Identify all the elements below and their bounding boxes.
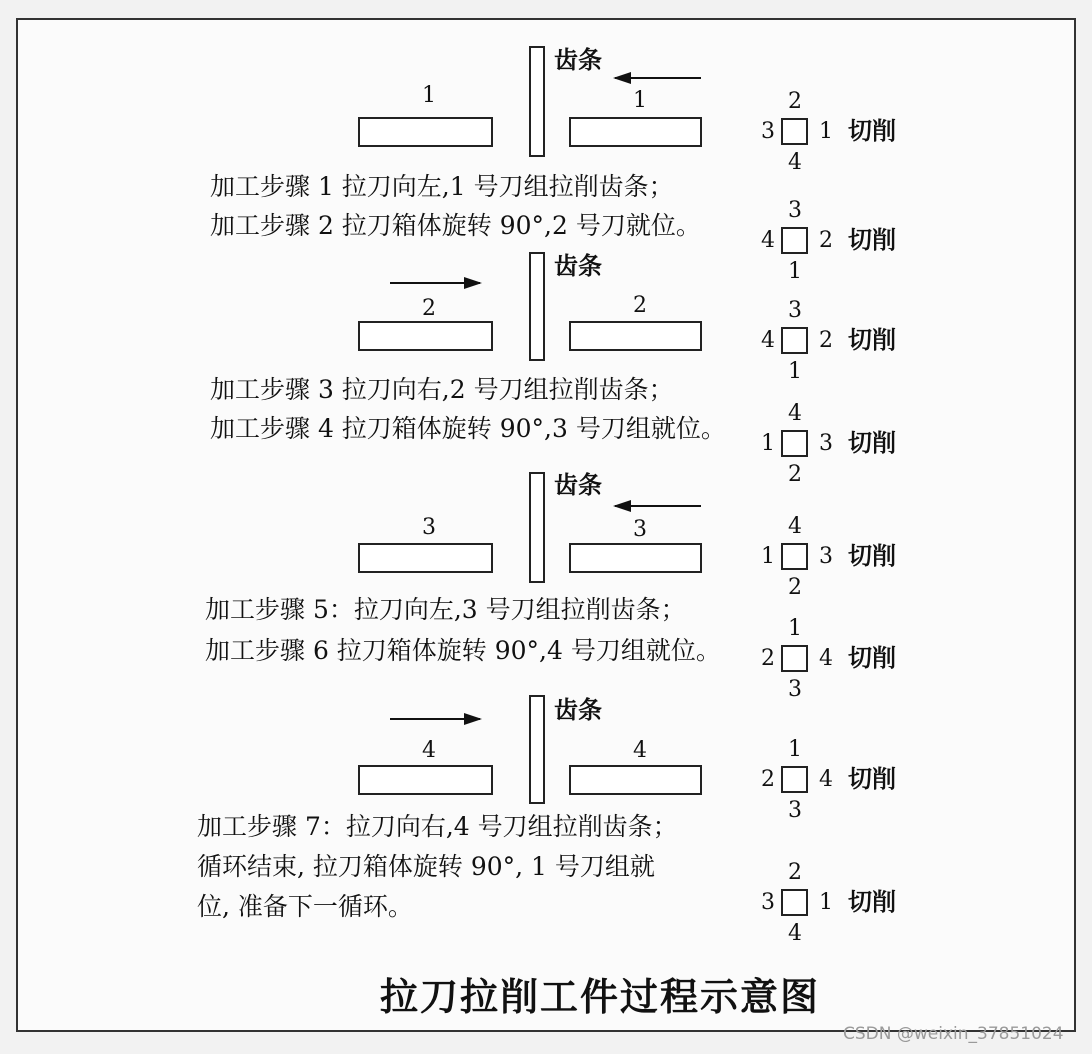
rotation-bottom-number: 1 bbox=[788, 359, 802, 384]
step-description: 循环结束, 拉刀箱体旋转 90°, 1 号刀组就 bbox=[197, 852, 655, 881]
rotation-left-number: 4 bbox=[761, 328, 775, 353]
step-description: 加工步骤 6 拉刀箱体旋转 90°,4 号刀组就位。 bbox=[205, 636, 721, 665]
rotation-right-number: 4 bbox=[819, 767, 833, 792]
broach-left bbox=[358, 765, 493, 795]
cut-label: 切削 bbox=[848, 765, 896, 793]
cut-label: 切削 bbox=[848, 888, 896, 916]
rotation-square bbox=[781, 645, 808, 672]
rack-bar bbox=[529, 472, 545, 583]
direction-arrow-right bbox=[390, 718, 480, 720]
rotation-bottom-number: 3 bbox=[788, 798, 802, 823]
rotation-bottom-number: 2 bbox=[788, 462, 802, 487]
step-description: 加工步骤 4 拉刀箱体旋转 90°,3 号刀组就位。 bbox=[210, 414, 726, 443]
direction-arrow-left bbox=[615, 77, 701, 79]
rotation-right-number: 3 bbox=[819, 431, 833, 456]
step-description: 位, 准备下一循环。 bbox=[197, 892, 413, 921]
cutter-group-number: 2 bbox=[422, 296, 436, 321]
rotation-right-number: 1 bbox=[819, 119, 833, 144]
direction-arrow-right bbox=[390, 282, 480, 284]
rotation-square bbox=[781, 889, 808, 916]
rotation-right-number: 3 bbox=[819, 544, 833, 569]
direction-arrow-left bbox=[615, 505, 701, 507]
cut-label: 切削 bbox=[848, 429, 896, 457]
rotation-top-number: 2 bbox=[788, 89, 802, 114]
cut-label: 切削 bbox=[848, 226, 896, 254]
rotation-right-number: 4 bbox=[819, 646, 833, 671]
rack-bar bbox=[529, 695, 545, 804]
diagram-title: 拉刀拉削工件过程示意图 bbox=[380, 975, 821, 1019]
rotation-left-number: 3 bbox=[761, 890, 775, 915]
cut-label: 切削 bbox=[848, 326, 896, 354]
broach-right bbox=[569, 765, 702, 795]
step-description: 加工步骤 5：拉刀向左,3 号刀组拉削齿条； bbox=[205, 595, 686, 624]
rotation-right-number: 1 bbox=[819, 890, 833, 915]
rotation-left-number: 1 bbox=[761, 431, 775, 456]
rotation-top-number: 1 bbox=[788, 616, 802, 641]
step-description: 加工步骤 2 拉刀箱体旋转 90°,2 号刀就位。 bbox=[210, 211, 701, 240]
rotation-left-number: 4 bbox=[761, 228, 775, 253]
rotation-left-number: 1 bbox=[761, 544, 775, 569]
rotation-bottom-number: 2 bbox=[788, 575, 802, 600]
cutter-group-number: 4 bbox=[422, 738, 436, 763]
broach-right bbox=[569, 321, 702, 351]
cutter-group-number: 1 bbox=[633, 88, 647, 113]
rotation-left-number: 3 bbox=[761, 119, 775, 144]
rotation-bottom-number: 3 bbox=[788, 677, 802, 702]
rack-label: 齿条 bbox=[554, 696, 602, 724]
rack-label: 齿条 bbox=[554, 46, 602, 74]
cutter-group-number: 3 bbox=[633, 517, 647, 542]
rack-bar bbox=[529, 46, 545, 157]
cutter-group-number: 4 bbox=[633, 738, 647, 763]
cut-label: 切削 bbox=[848, 542, 896, 570]
broach-right bbox=[569, 117, 702, 147]
rotation-left-number: 2 bbox=[761, 767, 775, 792]
rotation-bottom-number: 4 bbox=[788, 150, 802, 175]
broach-left bbox=[358, 321, 493, 351]
watermark: CSDN @weixin_37851024 bbox=[843, 1024, 1064, 1044]
rack-label: 齿条 bbox=[554, 471, 602, 499]
rotation-top-number: 1 bbox=[788, 737, 802, 762]
rack-bar bbox=[529, 252, 545, 361]
rotation-square bbox=[781, 118, 808, 145]
rotation-left-number: 2 bbox=[761, 646, 775, 671]
broach-left bbox=[358, 117, 493, 147]
rotation-square bbox=[781, 430, 808, 457]
rotation-right-number: 2 bbox=[819, 328, 833, 353]
broach-right bbox=[569, 543, 702, 573]
cut-label: 切削 bbox=[848, 117, 896, 145]
rotation-top-number: 3 bbox=[788, 198, 802, 223]
cut-label: 切削 bbox=[848, 644, 896, 672]
rotation-top-number: 2 bbox=[788, 860, 802, 885]
rotation-top-number: 3 bbox=[788, 298, 802, 323]
rotation-square bbox=[781, 227, 808, 254]
rack-label: 齿条 bbox=[554, 252, 602, 280]
rotation-top-number: 4 bbox=[788, 401, 802, 426]
rotation-square bbox=[781, 543, 808, 570]
cutter-group-number: 1 bbox=[422, 83, 436, 108]
rotation-square bbox=[781, 766, 808, 793]
cutter-group-number: 2 bbox=[633, 293, 647, 318]
rotation-top-number: 4 bbox=[788, 514, 802, 539]
step-description: 加工步骤 1 拉刀向左,1 号刀组拉削齿条； bbox=[210, 172, 674, 201]
rotation-square bbox=[781, 327, 808, 354]
step-description: 加工步骤 7：拉刀向右,4 号刀组拉削齿条； bbox=[197, 812, 678, 841]
step-description: 加工步骤 3 拉刀向右,2 号刀组拉削齿条； bbox=[210, 375, 674, 404]
cutter-group-number: 3 bbox=[422, 515, 436, 540]
rotation-right-number: 2 bbox=[819, 228, 833, 253]
rotation-bottom-number: 4 bbox=[788, 921, 802, 946]
broach-left bbox=[358, 543, 493, 573]
rotation-bottom-number: 1 bbox=[788, 259, 802, 284]
